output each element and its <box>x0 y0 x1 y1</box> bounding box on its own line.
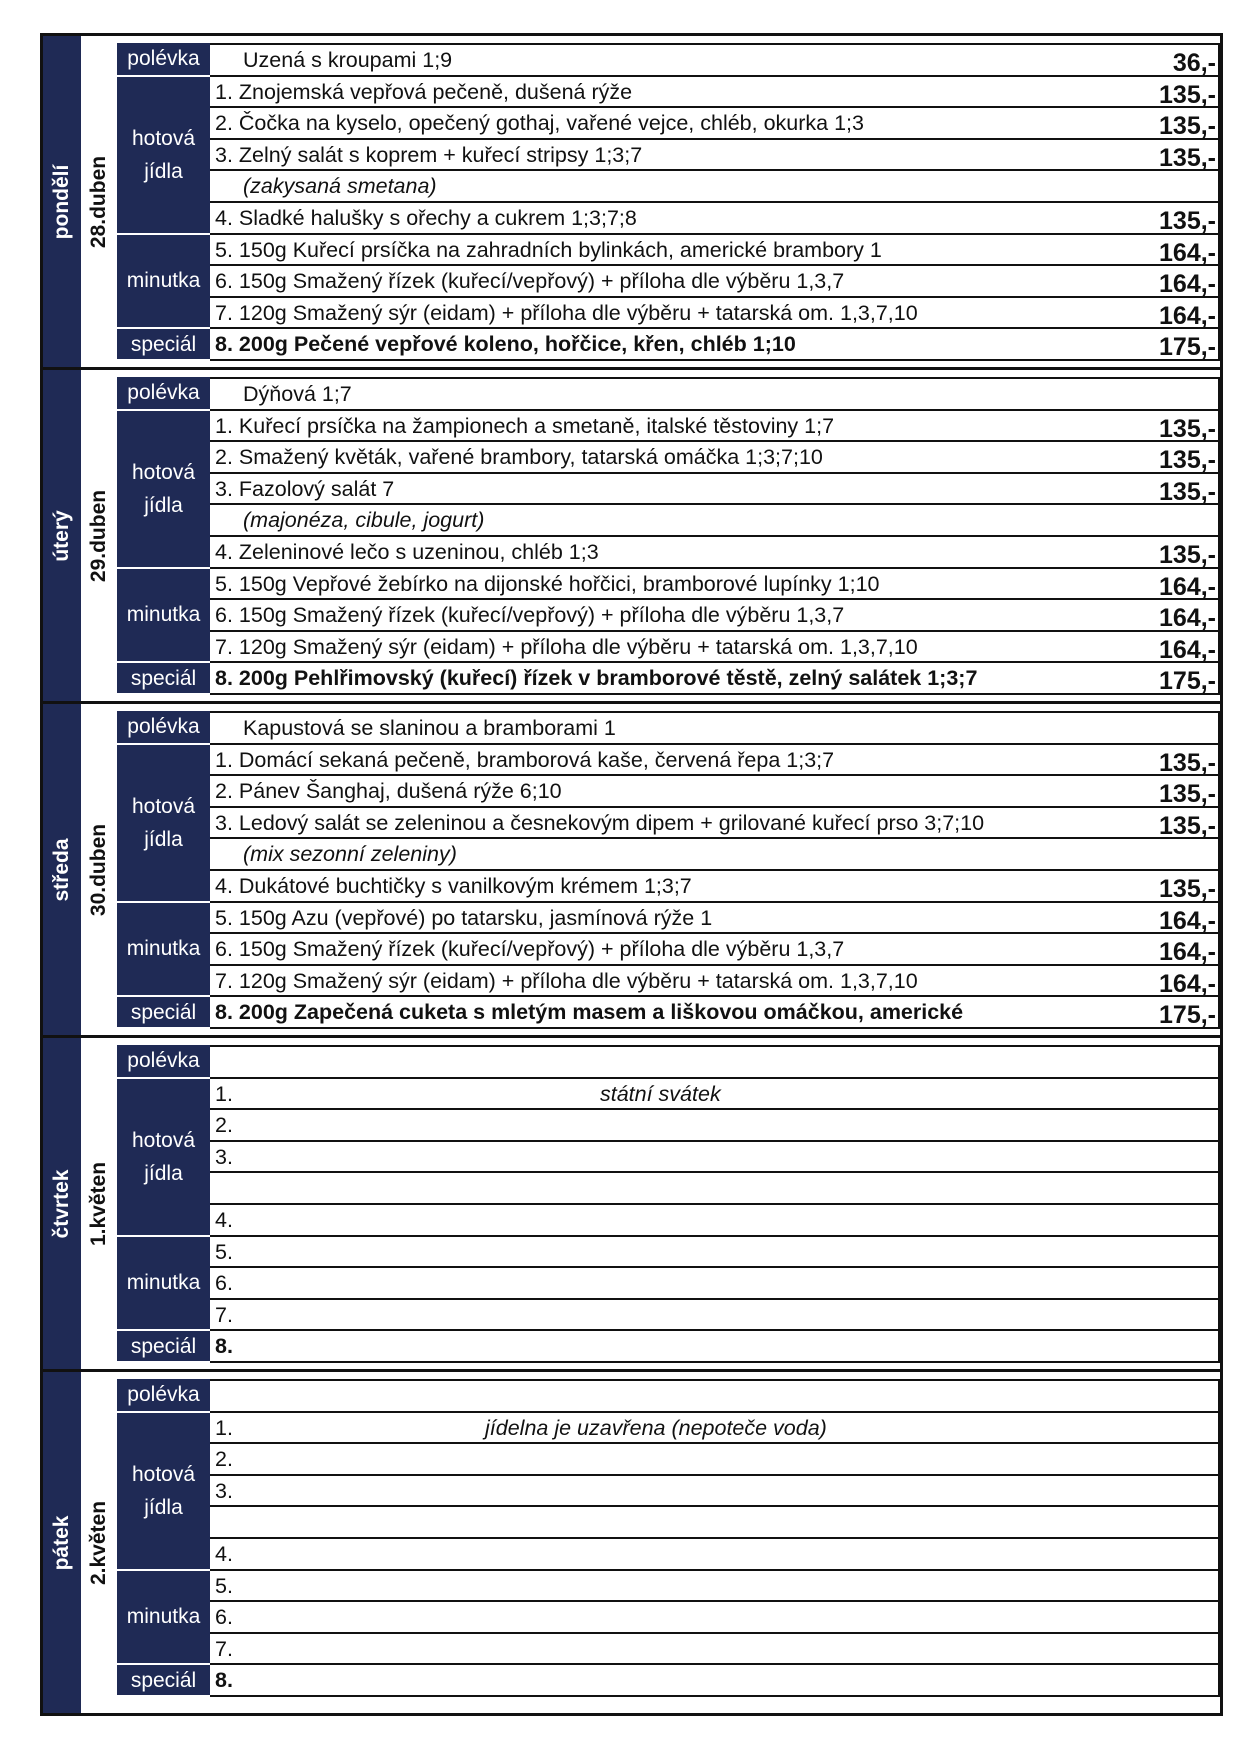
meal-row <box>210 630 1220 664</box>
meal-price: 164,- <box>1159 270 1216 299</box>
meal-name: 4. <box>215 1208 233 1232</box>
special-row <box>210 661 1220 696</box>
category-label: polévka <box>127 715 200 739</box>
meal-name: 1. Znojemská vepřová pečeně, dušená rýže <box>215 79 633 104</box>
meal-name: 6. <box>215 1605 233 1630</box>
meal-price: 135,- <box>1159 446 1216 475</box>
date-cell <box>81 1372 117 1713</box>
special-row <box>210 1329 1220 1360</box>
category-special <box>117 1329 210 1361</box>
meal-name: 1. <box>215 1081 233 1106</box>
meal-name: 6. 150g Smažený řízek (kuřecí/vepřový) + příloha dle výběru 1,3,7 <box>215 603 845 628</box>
soup-row <box>210 711 1220 742</box>
day-separator <box>40 367 1223 370</box>
meal-row <box>210 1108 1220 1139</box>
category-label: hotová jídla <box>131 1128 196 1185</box>
block-bottom-line <box>210 1027 1220 1029</box>
date-cell <box>81 36 117 367</box>
category-special <box>117 327 210 359</box>
category-hot-meals <box>117 409 210 567</box>
category-label: minutka <box>126 603 201 627</box>
meal-price: 135,- <box>1159 477 1216 506</box>
meal-name: 4. <box>215 1542 233 1566</box>
meal-row <box>210 169 1220 200</box>
meal-price: 164,- <box>1159 572 1216 601</box>
meal-price: 164,- <box>1159 301 1216 330</box>
meal-name: 8. 200g Zapečená cuketa s mletým masem a liškovou omáčkou, americké <box>215 1000 964 1025</box>
meal-note: (majonéza, cibule, jogurt) <box>243 508 485 533</box>
date-cell <box>81 370 117 701</box>
meal-row <box>210 1537 1220 1568</box>
meal-row <box>210 598 1220 633</box>
meal-row <box>210 1203 1220 1234</box>
meal-name: 2. Smažený květák, vařené brambory, tatarská omáčka 1;3;7;10 <box>215 445 823 470</box>
meal-row <box>210 1474 1220 1505</box>
meal-row <box>210 440 1220 475</box>
meal-note: (zakysaná smetana) <box>243 174 437 199</box>
soup-row <box>210 43 1220 77</box>
meal-name: 5. 150g Kuřecí prsíčka na zahradních bylinkách, americké brambory 1 <box>215 237 882 262</box>
meal-name: 4. Zeleninové lečo s uzeninou, chléb 1;3 <box>215 540 599 564</box>
category-label: hotová jídla <box>131 794 196 851</box>
special-row <box>210 995 1220 1030</box>
soup-name: Kapustová se slaninou a bramborami 1 <box>243 716 616 740</box>
meal-name: 5. <box>215 1239 233 1264</box>
category-minutka <box>117 901 210 996</box>
meal-name: 3. Zelný salát s koprem + kuřecí stripsy 1;3;7 <box>215 142 643 167</box>
day-separator <box>40 1035 1223 1038</box>
category-special <box>117 1663 210 1695</box>
category-minutka <box>117 1235 210 1330</box>
meal-row <box>210 264 1220 299</box>
day-name-cell <box>43 370 81 701</box>
meal-name: 3. <box>215 1478 233 1503</box>
block-bottom-line <box>210 693 1220 695</box>
meal-row <box>210 837 1220 868</box>
meal-name: 7. 120g Smažený sýr (eidam) + příloha dle výběru + tatarská om. 1,3,7,10 <box>215 634 918 659</box>
meal-row <box>210 1171 1220 1202</box>
category-label: speciál <box>130 1000 197 1024</box>
meal-name: 3. <box>215 1144 233 1169</box>
category-soup <box>117 1379 210 1411</box>
block-bottom-line <box>210 1361 1220 1363</box>
meal-row <box>210 1266 1220 1297</box>
soup-price: 36,- <box>1172 49 1216 77</box>
category-label: minutka <box>126 1605 201 1629</box>
holiday-note: státní svátek <box>600 1081 721 1106</box>
category-label: hotová jídla <box>131 1462 196 1519</box>
category-label: speciál <box>130 332 197 356</box>
meal-name: 8. <box>215 1668 233 1693</box>
day-name: čtvrtek <box>50 1169 73 1238</box>
day-name: středa <box>50 837 73 902</box>
meal-name: 5. <box>215 1573 233 1598</box>
meal-name: 2. <box>215 1447 233 1472</box>
day-date: 28.duben <box>87 155 110 248</box>
meal-name: 1. Domácí sekaná pečeně, bramborová kaše, červená řepa 1;3;7 <box>215 747 835 772</box>
meal-price: 135,- <box>1159 112 1216 141</box>
meal-name: 7. <box>215 1302 233 1327</box>
meal-price: 164,- <box>1159 969 1216 998</box>
day-separator <box>40 1369 1223 1372</box>
meal-price: 135,- <box>1159 207 1216 235</box>
meal-row <box>210 774 1220 809</box>
category-label: minutka <box>126 269 201 293</box>
meal-row <box>210 743 1220 777</box>
meal-name: 2. <box>215 1113 233 1138</box>
meal-row <box>210 932 1220 967</box>
meal-price: 175,- <box>1159 333 1216 362</box>
day-name: pátek <box>50 1515 73 1570</box>
meal-row <box>210 964 1220 998</box>
meal-name: 5. 150g Azu (vepřové) po tatarsku, jasmínová rýže 1 <box>215 905 713 930</box>
meal-row <box>210 1632 1220 1663</box>
day-date: 1.květen <box>87 1161 110 1246</box>
category-hot-meals <box>117 75 210 233</box>
meal-row <box>210 1140 1220 1171</box>
day-date: 2.květen <box>87 1500 110 1585</box>
meal-price: 135,- <box>1159 780 1216 809</box>
soup-row <box>210 377 1220 408</box>
block-bottom-line <box>210 359 1220 361</box>
meal-name: 6. 150g Smažený řízek (kuřecí/vepřový) + příloha dle výběru 1,3,7 <box>215 269 845 294</box>
meal-name: 2. Čočka na kyselo, opečený gothaj, vařené vejce, chléb, okurka 1;3 <box>215 111 864 136</box>
day-date: 30.duben <box>87 823 110 916</box>
meal-price: 135,- <box>1159 748 1216 777</box>
date-cell <box>81 704 117 1035</box>
day-name-cell <box>43 704 81 1035</box>
category-soup <box>117 43 210 75</box>
meal-name: 6. <box>215 1271 233 1296</box>
meal-row <box>210 138 1220 172</box>
meal-name: 4. Dukátové buchtičky s vanilkovým krémem 1;3;7 <box>215 874 692 898</box>
meal-name: 8. <box>215 1334 233 1359</box>
day-name-cell <box>43 36 81 367</box>
meal-price: 164,- <box>1159 938 1216 967</box>
soup-row <box>210 1379 1220 1410</box>
meal-row <box>210 1235 1220 1266</box>
meal-name: 5. 150g Vepřové žebírko na dijonské hořčici, bramborové lupínky 1;10 <box>215 571 880 596</box>
meal-row <box>210 1411 1220 1442</box>
category-hot-meals <box>117 743 210 901</box>
special-row <box>210 1663 1220 1694</box>
meal-price: 135,- <box>1159 875 1216 903</box>
meal-name: 1. Kuřecí prsíčka na žampionech a smetaně, italské těstoviny 1;7 <box>215 413 835 438</box>
meal-price: 175,- <box>1159 667 1216 696</box>
soup-name: Uzená s kroupami 1;9 <box>243 48 453 72</box>
meal-price: 135,- <box>1159 80 1216 109</box>
day-name: úterý <box>50 509 73 562</box>
meal-name: 7. 120g Smažený sýr (eidam) + příloha dle výběru + tatarská om. 1,3,7,10 <box>215 300 918 325</box>
meal-price: 164,- <box>1159 604 1216 633</box>
meal-row <box>210 409 1220 443</box>
category-label: speciál <box>130 666 197 690</box>
day-date: 29.duben <box>87 489 110 582</box>
meal-row <box>210 901 1220 935</box>
meal-name: 7. 120g Smažený sýr (eidam) + příloha dle výběru + tatarská om. 1,3,7,10 <box>215 968 918 993</box>
meal-name: 7. <box>215 1636 233 1661</box>
meal-row <box>210 75 1220 109</box>
meal-price: 135,- <box>1159 414 1216 443</box>
meal-row <box>210 472 1220 506</box>
special-row <box>210 327 1220 362</box>
category-hot-meals <box>117 1077 210 1235</box>
category-label: polévka <box>127 381 200 405</box>
category-label: speciál <box>130 1668 197 1692</box>
block-bottom-line <box>210 1695 1220 1697</box>
category-soup <box>117 711 210 743</box>
meal-note: (mix sezonní zeleniny) <box>243 842 457 867</box>
category-soup <box>117 1045 210 1077</box>
day-separator <box>40 701 1223 704</box>
meal-name: 2. Pánev Šanghaj, dušená rýže 6;10 <box>215 779 562 804</box>
category-label: hotová jídla <box>131 460 196 517</box>
meal-name: 6. 150g Smažený řízek (kuřecí/vepřový) + příloha dle výběru 1,3,7 <box>215 937 845 962</box>
meal-row <box>210 869 1220 903</box>
meal-row <box>210 296 1220 330</box>
date-cell <box>81 1038 117 1369</box>
category-label: polévka <box>127 1383 200 1407</box>
category-minutka <box>117 233 210 328</box>
holiday-note: jídelna je uzavřena (nepoteče voda) <box>485 1415 827 1440</box>
day-name-cell <box>43 1038 81 1369</box>
meal-row <box>210 1077 1220 1108</box>
meal-row <box>210 1505 1220 1536</box>
category-label: speciál <box>130 1334 197 1358</box>
category-hot-meals <box>117 1411 210 1569</box>
category-label: polévka <box>127 47 200 71</box>
day-name-cell <box>43 1372 81 1713</box>
category-label: minutka <box>126 1271 201 1295</box>
meal-row <box>210 1442 1220 1473</box>
meal-row <box>210 1298 1220 1329</box>
soup-name: Dýňová 1;7 <box>243 382 352 406</box>
meal-row <box>210 535 1220 569</box>
category-minutka <box>117 1569 210 1664</box>
category-special <box>117 995 210 1027</box>
meal-row <box>210 503 1220 534</box>
category-label: hotová jídla <box>131 126 196 183</box>
meal-price: 164,- <box>1159 238 1216 267</box>
meal-row <box>210 106 1220 141</box>
meal-row <box>210 233 1220 267</box>
meal-name: 3. Fazolový salát 7 <box>215 476 395 501</box>
category-special <box>117 661 210 693</box>
meal-price: 135,- <box>1159 811 1216 840</box>
category-label: polévka <box>127 1049 200 1073</box>
category-label: minutka <box>126 937 201 961</box>
meal-price: 164,- <box>1159 906 1216 935</box>
meal-price: 164,- <box>1159 635 1216 664</box>
meal-name: 1. <box>215 1415 233 1440</box>
meal-name: 8. 200g Pehlřimovský (kuřecí) řízek v bramborové těstě, zelný salátek 1;3;7 <box>215 666 978 691</box>
meal-price: 175,- <box>1159 1001 1216 1030</box>
meal-row <box>210 1569 1220 1600</box>
meal-row <box>210 806 1220 840</box>
day-name: pondělí <box>50 164 73 239</box>
meal-name: 3. Ledový salát se zeleninou a česnekovým dipem + grilované kuřecí prso 3;7;10 <box>215 810 985 835</box>
category-minutka <box>117 567 210 662</box>
meal-price: 135,- <box>1159 143 1216 172</box>
meal-name: 8. 200g Pečené vepřové koleno, hořčice, křen, chléb 1;10 <box>215 332 796 357</box>
meal-name: 4. Sladké halušky s ořechy a cukrem 1;3;7;8 <box>215 206 637 230</box>
soup-row <box>210 1045 1220 1076</box>
meal-row <box>210 1600 1220 1631</box>
category-soup <box>117 377 210 409</box>
meal-price: 135,- <box>1159 541 1216 569</box>
meal-row <box>210 567 1220 601</box>
meal-row <box>210 201 1220 235</box>
